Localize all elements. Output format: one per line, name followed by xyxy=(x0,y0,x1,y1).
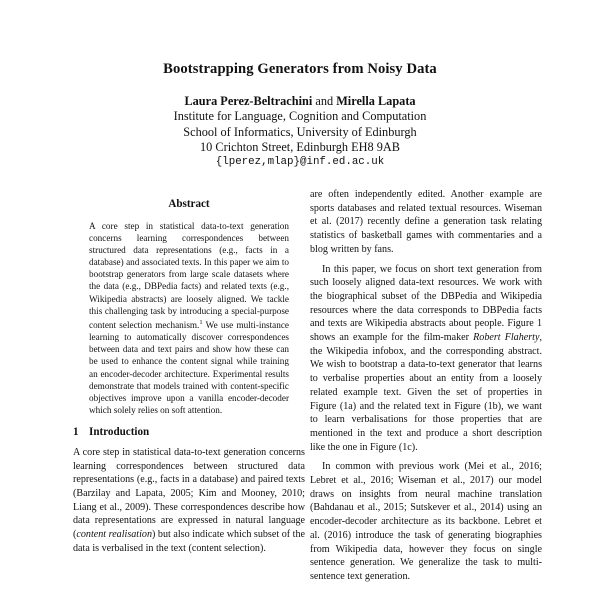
right-paragraph-3: In common with previous work (Mei et al., 2016; Lebret et al., 2016; Wiseman et al., 2017) our model draws on insights from neural machine translation (Bahdanau et al., 2015; Sutskever et al., 2014) using an encoder-decoder architecture as its backbone. Lebret et al. (2016) introduce the task of generating biographies from Wikipedia data, however they focus on single sentence generation. We generalize the task to multi-sentence text generation. xyxy=(310,461,542,582)
footnote-marker: 1 xyxy=(199,318,203,326)
address-line: 10 Crichton Street, Edinburgh EH8 9AB xyxy=(200,139,400,154)
left-column xyxy=(73,198,305,556)
section-title: Introduction xyxy=(89,426,150,439)
abstract-text-part-1: A core step in statistical data-to-text generation concerns learning correspondences between structured data representations (e.g., facts in a database) and associated texts. In this paper we aim to bootstrap generators from large scale datasets where the data (e.g., DBPedia facts) and related texts (e.g., Wikipedia abstracts) are loosely aligned. We tackle this challenging task by introducing a special-purpose content selection mechanism. xyxy=(89,220,289,331)
author-email: {lperez,mlap}@inf.ed.ac.uk xyxy=(215,156,385,169)
right-paragraph-2-part-1: In this paper, we focus on short text generation from such loosely aligned data-text resources. We work with the biographical subset of the DBPedia and Wikipedia resources where the data corresponds to DBPedia facts and texts are Wikipedia abstracts about people. Figure 1 shows an example for the film-maker xyxy=(310,263,542,344)
introduction-text-part-1: A core step in statistical data-to-text generation concerns learning correspondences between structured data representations (e.g., facts in a database) and paired texts (Barzilay and Lapata, 2005; Kim and Mooney, 2010; Liang et al., 2009). These correspondences describe how data representations are expressed in natural language ( xyxy=(73,446,305,541)
author-name-2: Mirella Lapata xyxy=(336,94,416,108)
right-paragraph-1: are often independently edited. Another example are sports databases and related textual resources. Wiseman et al. (2017) recently define a generation task relating statistics of basketball games with commentaries and a blog written by fans. xyxy=(310,189,542,255)
abstract-heading: Abstract xyxy=(168,198,210,210)
right-paragraph-2 xyxy=(310,263,542,455)
author-names-line xyxy=(0,94,600,109)
right-column xyxy=(310,188,542,584)
author-name-1: Laura Perez-Beltrachini xyxy=(184,94,313,108)
introduction-text-part-2: ) but also indicate which subset of the data is verbalised in the text (content selection). xyxy=(73,529,305,554)
section-heading-introduction xyxy=(73,426,305,440)
introduction-italic-term: content realisation xyxy=(76,529,153,541)
author-block xyxy=(0,94,600,170)
section-number: 1 xyxy=(73,426,79,439)
school-line: School of Informatics, University of Edinburgh xyxy=(183,124,417,139)
right-paragraph-2-italic: Robert Flaherty xyxy=(473,332,540,344)
paper-title: Bootstrapping Generators from Noisy Data xyxy=(163,61,437,77)
institute-line: Institute for Language, Cognition and Computation xyxy=(173,109,427,124)
abstract-text-part-2: We use multi-instance learning to automatically discover correspondences between data and text pairs and show how these can be used to enhance the content signal while training an encoder-decoder architecture. Experimental results demonstrate that models trained with content-specific objectives improve upon a vanilla encoder-decoder which solely relies on soft attention. xyxy=(89,320,289,416)
right-paragraph-2-part-2: , the Wikipedia infobox, and the corresponding abstract. We wish to bootstrap a data-to-text generator that learns to verbalise properties about an entity from a loosely related example text. Given the set of properties in Figure (1a) and the related text in Figure (1b), we want to learn verbalisations for those properties that are mentioned in the text and produce a short description like the one in Figure (1c). xyxy=(310,332,542,453)
author-connector: and xyxy=(315,94,334,108)
introduction-paragraph xyxy=(73,446,305,556)
abstract-text xyxy=(73,220,305,417)
